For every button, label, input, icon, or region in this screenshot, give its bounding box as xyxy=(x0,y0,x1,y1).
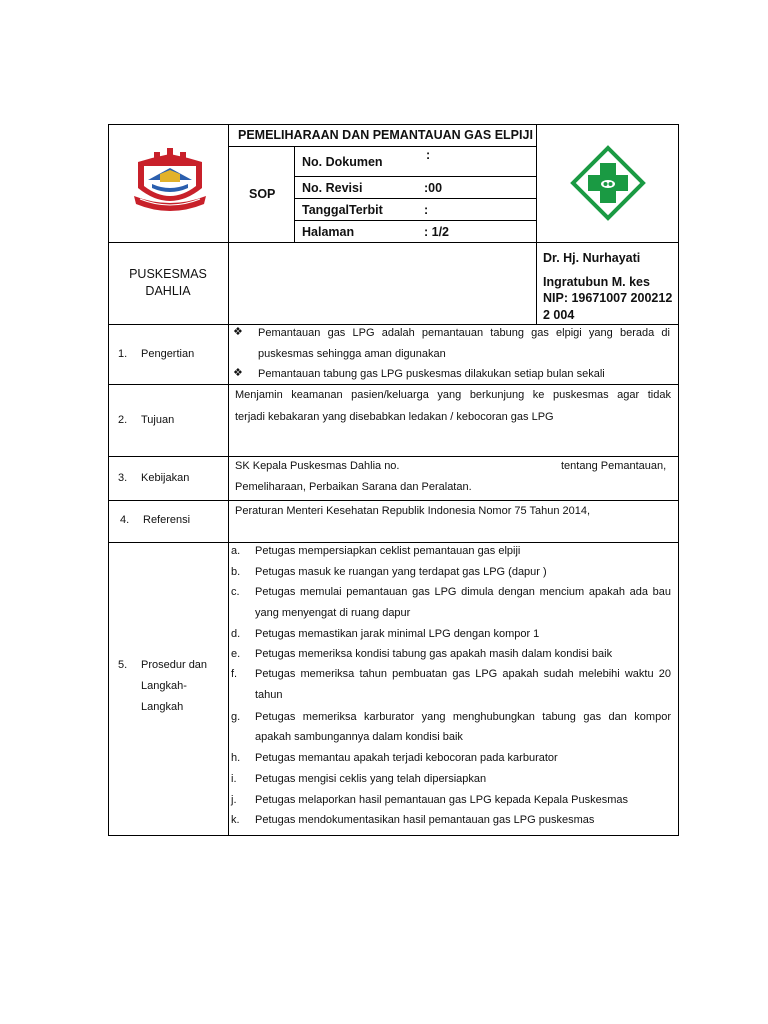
step-letter: f. xyxy=(231,668,238,680)
referensi-text: Peraturan Menteri Kesehatan Republik Indonesia Nomor 75 Tahun 2014, xyxy=(235,505,591,517)
puskesmas-logo xyxy=(570,145,646,221)
org-line2: DAHLIA xyxy=(145,284,191,298)
bullet-icon: ❖ xyxy=(233,326,243,338)
step-text: Petugas melaporkan hasil pemantauan gas LPG kepada Kepala Puskesmas xyxy=(255,794,629,806)
section-label-prosedur-line2: Langkah- xyxy=(141,680,187,692)
tujuan-line1: Menjamin keamanan pasien/keluarga yang berkunjung ke puskesmas agar tidak xyxy=(235,389,671,401)
meta-value-revision: :00 xyxy=(424,181,443,195)
step-text: Petugas memeriksa tahun pembuatan gas LPG apakah sudah melebihi waktu 20 xyxy=(255,668,671,680)
org-line1: PUSKESMAS xyxy=(129,267,207,281)
document-title: PEMELIHARAAN DAN PEMANTAUAN GAS ELPIJI xyxy=(238,128,533,142)
step-text: Petugas memeriksa karburator yang menghubungkan tabung gas dan kompor xyxy=(255,711,671,723)
bullet-icon: ❖ xyxy=(233,367,243,379)
step-text-continued: yang menyengat di ruang dapur xyxy=(255,607,411,619)
section-label-kebijakan: Kebijakan xyxy=(141,472,190,484)
section-number: 2. xyxy=(118,414,128,426)
tujuan-line2: terjadi kebakaran yang disebabkan ledakan / kebocoran gas LPG xyxy=(235,411,554,423)
meta-label-issue-date: TanggalTerbit xyxy=(302,203,383,217)
step-letter: k. xyxy=(231,814,240,826)
signatory-line3: NIP: 19671007 200212 xyxy=(543,291,673,305)
section-label-pengertian: Pengertian xyxy=(141,348,195,360)
pengertian-bullet1-line1: Pemantauan gas LPG adalah pemantauan tabung gas elpigi yang berada di xyxy=(258,327,670,339)
step-letter: j. xyxy=(231,794,237,806)
meta-label-doc-number: No. Dokumen xyxy=(302,155,383,169)
kebijakan-line2: Pemeliharaan, Perbaikan Sarana dan Peralatan. xyxy=(235,481,472,493)
section-number: 5. xyxy=(118,659,128,671)
meta-value-issue-date: : xyxy=(424,203,429,217)
section-label-prosedur-line3: Langkah xyxy=(141,701,184,713)
organization-name xyxy=(108,266,228,300)
step-text: Petugas memulai pemantauan gas LPG dimula dengan mencium apakah ada bau xyxy=(255,586,671,598)
pengertian-bullet1-line2: puskesmas sehingga aman digunakan xyxy=(258,348,446,360)
step-letter: a. xyxy=(231,545,241,557)
kebijakan-line1-left: SK Kepala Puskesmas Dahlia no. xyxy=(235,460,400,472)
step-letter: c. xyxy=(231,586,240,598)
pengertian-bullet2: Pemantauan tabung gas LPG puskesmas dilakukan setiap bulan sekali xyxy=(258,368,605,380)
section-number: 3. xyxy=(118,472,128,484)
step-letter: e. xyxy=(231,648,241,660)
step-text: Petugas memeriksa kondisi tabung gas apakah masih dalam kondisi baik xyxy=(255,648,613,660)
step-letter: i. xyxy=(231,773,237,785)
step-text: Petugas masuk ke ruangan yang terdapat gas LPG (dapur ) xyxy=(255,566,547,578)
meta-value-page: : 1/2 xyxy=(424,225,450,239)
step-letter: g. xyxy=(231,711,241,723)
step-text-continued: apakah sambungannya dalam kondisi baik xyxy=(255,731,463,743)
step-text: Petugas mendokumentasikan hasil pemantauan gas LPG puskesmas xyxy=(255,814,595,826)
section-number: 1. xyxy=(118,348,128,360)
step-text: Petugas memantau apakah terjadi kebocoran pada karburator xyxy=(255,752,558,764)
section-number: 4. xyxy=(120,514,130,526)
step-text: Petugas mempersiapkan ceklist pemantauan gas elpiji xyxy=(255,545,521,557)
sop-label: SOP xyxy=(249,187,276,201)
step-letter: b. xyxy=(231,566,241,578)
signatory-line4: 2 004 xyxy=(543,308,575,322)
city-crest-logo xyxy=(130,144,210,220)
step-letter: d. xyxy=(231,628,241,640)
signatory-line2: Ingratubun M. kes xyxy=(543,275,650,289)
section-label-tujuan: Tujuan xyxy=(141,414,175,426)
meta-value-doc-number: : xyxy=(426,148,431,162)
step-text: Petugas mengisi ceklis yang telah dipersiapkan xyxy=(255,773,487,785)
step-letter: h. xyxy=(231,752,241,764)
meta-label-page: Halaman xyxy=(302,225,355,239)
signatory-line1: Dr. Hj. Nurhayati xyxy=(543,251,641,265)
step-text: Petugas memastikan jarak minimal LPG dengan kompor 1 xyxy=(255,628,540,640)
step-text-continued: tahun xyxy=(255,689,283,701)
section-label-referensi: Referensi xyxy=(143,514,191,526)
meta-label-revision: No. Revisi xyxy=(302,181,363,195)
section-label-prosedur-line1: Prosedur dan xyxy=(141,659,208,671)
kebijakan-line1-right: tentang Pemantauan, xyxy=(561,460,667,472)
